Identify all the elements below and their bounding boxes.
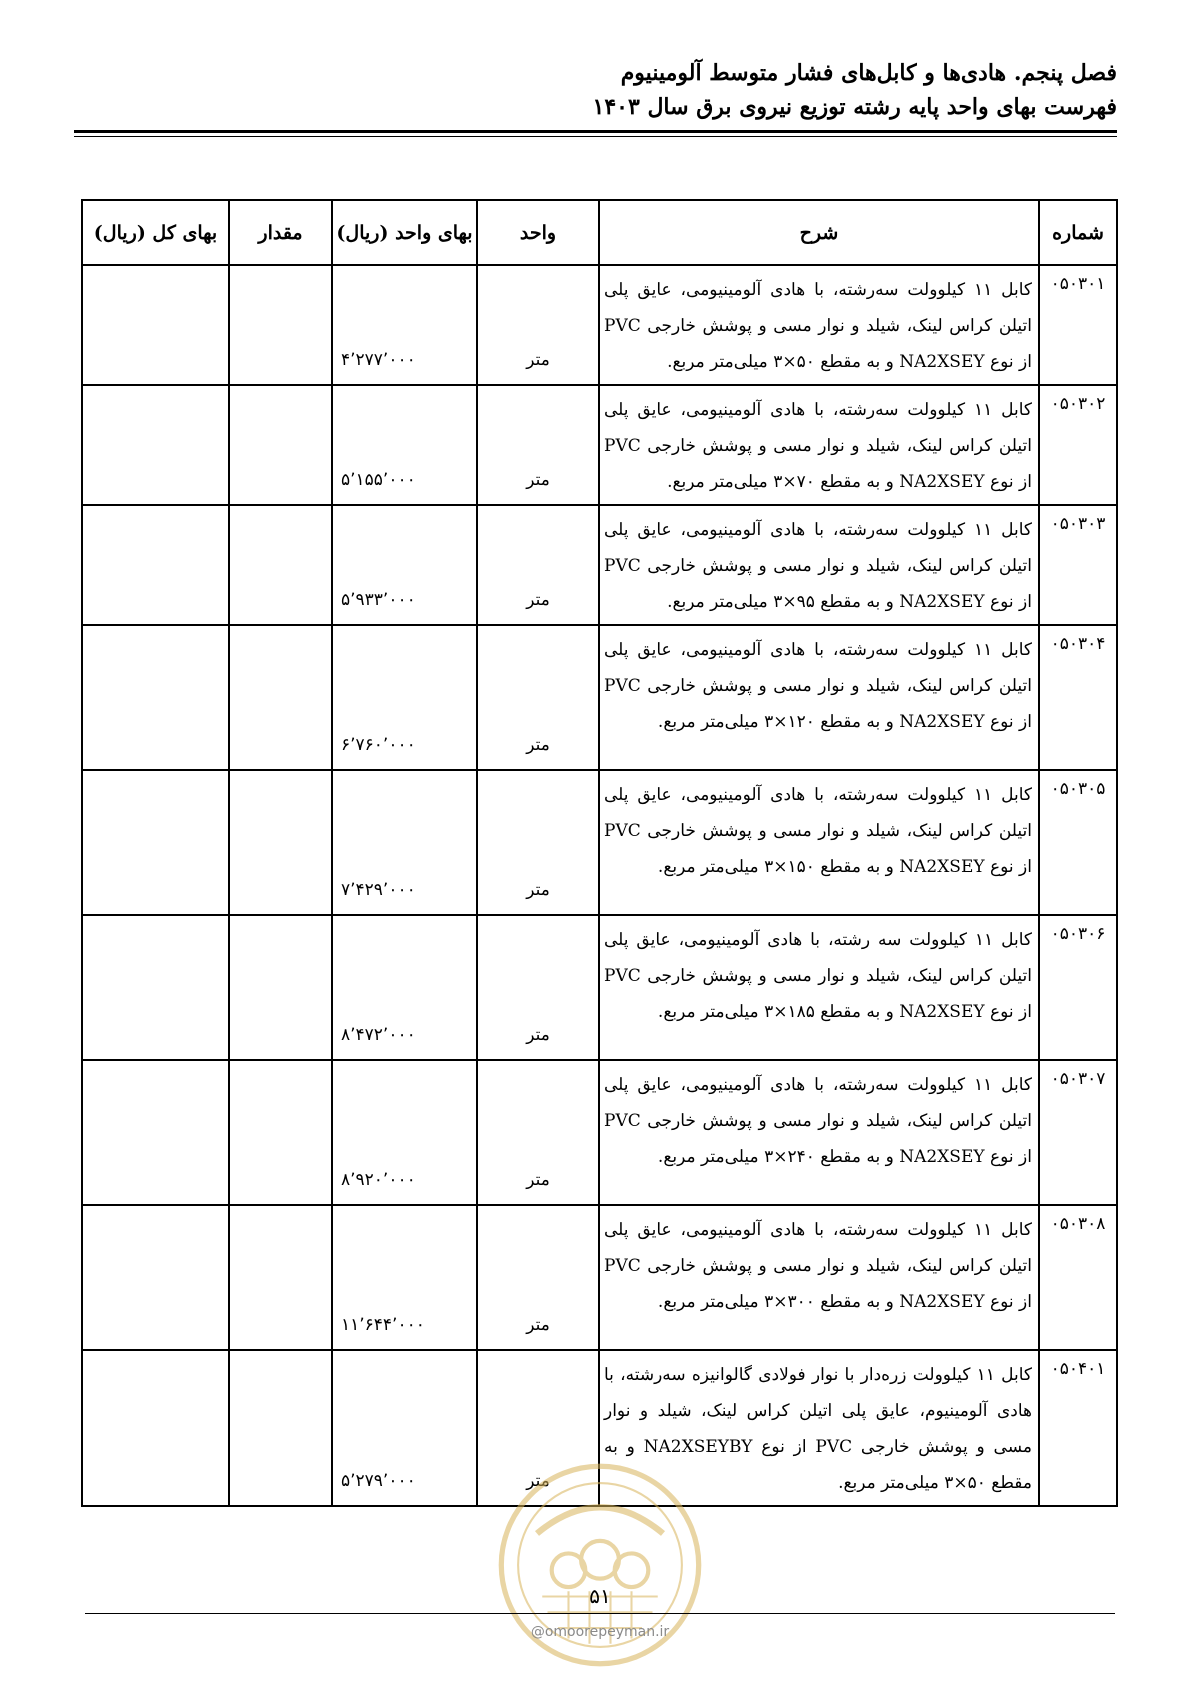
item-unit: متر: [477, 505, 599, 625]
item-number: ۰۵۰۳۰۸: [1039, 1205, 1117, 1350]
col-header-number: شماره: [1039, 200, 1117, 265]
list-subtitle: فهرست بهای واحد پایه رشته توزیع نیروی برق سال ۱۴۰۳: [592, 94, 1117, 120]
price-table: [81, 199, 1118, 1507]
item-number: ۰۵۰۳۰۱: [1039, 265, 1117, 385]
item-description: کابل ۱۱ کیلوولت زره‌دار با نوار فولادی گالوانیزه سه‌رشته، با هادی آلومینیوم، عایق پلی اتیلن کراس لینک، شیلد و نوار مسی و پوشش خارجی PVC از نوع NA2XSEYBY و به مقطع ۵۰×۳ میلی‌متر مربع.: [599, 1350, 1039, 1506]
page-number: ۵۱: [589, 1584, 611, 1608]
table-header-row: [82, 200, 1117, 265]
item-unit-price: ۶٬۷۶۰٬۰۰۰: [332, 625, 477, 770]
item-number: ۰۵۰۳۰۷: [1039, 1060, 1117, 1205]
item-number: ۰۵۰۳۰۴: [1039, 625, 1117, 770]
item-unit-price: ۵٬۲۷۹٬۰۰۰: [332, 1350, 477, 1506]
item-total: [82, 625, 229, 770]
col-header-total-price: بهای کل (ریال): [82, 200, 229, 265]
item-unit-price: ۵٬۹۳۳٬۰۰۰: [332, 505, 477, 625]
item-quantity: [229, 1350, 332, 1506]
header-rule-thick: [74, 130, 1117, 133]
item-unit: متر: [477, 1350, 599, 1506]
item-quantity: [229, 1205, 332, 1350]
item-unit: متر: [477, 915, 599, 1060]
col-header-description: شرح: [599, 200, 1039, 265]
item-total: [82, 770, 229, 915]
table-row: [82, 1205, 1117, 1350]
item-description: کابل ۱۱ کیلوولت سه‌رشته، با هادی آلومینیومی، عایق پلی اتیلن کراس لینک، شیلد و نوار مسی و پوشش خارجی PVC از نوع NA2XSEY و به مقطع ۳۰۰×۳ میلی‌متر مربع.: [599, 1205, 1039, 1350]
item-unit-price: ۸٬۹۲۰٬۰۰۰: [332, 1060, 477, 1205]
col-header-unit-price: بهای واحد (ریال): [332, 200, 477, 265]
item-unit-price: ۸٬۴۷۲٬۰۰۰: [332, 915, 477, 1060]
item-quantity: [229, 505, 332, 625]
item-total: [82, 1350, 229, 1506]
item-unit-price: ۴٬۲۷۷٬۰۰۰: [332, 265, 477, 385]
item-description: کابل ۱۱ کیلوولت سه‌رشته، با هادی آلومینیومی، عایق پلی اتیلن کراس لینک، شیلد و نوار مسی و پوشش خارجی PVC از نوع NA2XSEY و به مقطع ۷۰×۳ میلی‌متر مربع.: [599, 385, 1039, 505]
table-row: [82, 385, 1117, 505]
item-quantity: [229, 915, 332, 1060]
item-unit-price: ۷٬۴۲۹٬۰۰۰: [332, 770, 477, 915]
item-description: کابل ۱۱ کیلوولت سه‌رشته، با هادی آلومینیومی، عایق پلی اتیلن کراس لینک، شیلد و نوار مسی و پوشش خارجی PVC از نوع NA2XSEY و به مقطع ۹۵×۳ میلی‌متر مربع.: [599, 505, 1039, 625]
item-number: ۰۵۰۴۰۱: [1039, 1350, 1117, 1506]
table-row: [82, 505, 1117, 625]
table-row: [82, 915, 1117, 1060]
item-number: ۰۵۰۳۰۲: [1039, 385, 1117, 505]
item-number: ۰۵۰۳۰۵: [1039, 770, 1117, 915]
table-row: [82, 625, 1117, 770]
col-header-unit: واحد: [477, 200, 599, 265]
item-unit: متر: [477, 265, 599, 385]
item-description: کابل ۱۱ کیلوولت سه رشته، با هادی آلومینیومی، عایق پلی اتیلن کراس لینک، شیلد و نوار مسی و پوشش خارجی PVC از نوع NA2XSEY و به مقطع ۱۸۵×۳ میلی‌متر مربع.: [599, 915, 1039, 1060]
item-quantity: [229, 770, 332, 915]
item-quantity: [229, 385, 332, 505]
item-unit-price: ۵٬۱۵۵٬۰۰۰: [332, 385, 477, 505]
item-description: کابل ۱۱ کیلوولت سه‌رشته، با هادی آلومینیومی، عایق پلی اتیلن کراس لینک، شیلد و نوار مسی و پوشش خارجی PVC از نوع NA2XSEY و به مقطع ۱۲۰×۳ میلی‌متر مربع.: [599, 625, 1039, 770]
item-description: کابل ۱۱ کیلوولت سه‌رشته، با هادی آلومینیومی، عایق پلی اتیلن کراس لینک، شیلد و نوار مسی و پوشش خارجی PVC از نوع NA2XSEY و به مقطع ۱۵۰×۳ میلی‌متر مربع.: [599, 770, 1039, 915]
item-number: ۰۵۰۳۰۳: [1039, 505, 1117, 625]
item-quantity: [229, 625, 332, 770]
footer-rule: [85, 1613, 1115, 1614]
chapter-title: فصل پنجم. هادی‌ها و کابل‌های فشار متوسط آلومینیوم: [620, 60, 1117, 86]
item-number: ۰۵۰۳۰۶: [1039, 915, 1117, 1060]
col-header-quantity: مقدار: [229, 200, 332, 265]
table-row: [82, 1060, 1117, 1205]
item-quantity: [229, 265, 332, 385]
item-unit: متر: [477, 625, 599, 770]
header-rule-thin: [74, 136, 1117, 137]
item-unit: متر: [477, 385, 599, 505]
item-total: [82, 385, 229, 505]
item-unit: متر: [477, 1205, 599, 1350]
item-unit: متر: [477, 770, 599, 915]
website-watermark: @omoorepeyman.ir: [530, 1624, 670, 1640]
item-unit: متر: [477, 1060, 599, 1205]
item-total: [82, 265, 229, 385]
item-description: کابل ۱۱ کیلوولت سه‌رشته، با هادی آلومینیومی، عایق پلی اتیلن کراس لینک، شیلد و نوار مسی و پوشش خارجی PVC از نوع NA2XSEY و به مقطع ۵۰×۳ میلی‌متر مربع.: [599, 265, 1039, 385]
item-description: کابل ۱۱ کیلوولت سه‌رشته، با هادی آلومینیومی، عایق پلی اتیلن کراس لینک، شیلد و نوار مسی و پوشش خارجی PVC از نوع NA2XSEY و به مقطع ۲۴۰×۳ میلی‌متر مربع.: [599, 1060, 1039, 1205]
item-total: [82, 1060, 229, 1205]
table-row: [82, 265, 1117, 385]
item-quantity: [229, 1060, 332, 1205]
item-unit-price: ۱۱٬۶۴۴٬۰۰۰: [332, 1205, 477, 1350]
item-total: [82, 505, 229, 625]
item-total: [82, 915, 229, 1060]
page-header: [74, 56, 1117, 124]
item-total: [82, 1205, 229, 1350]
table-row: [82, 770, 1117, 915]
